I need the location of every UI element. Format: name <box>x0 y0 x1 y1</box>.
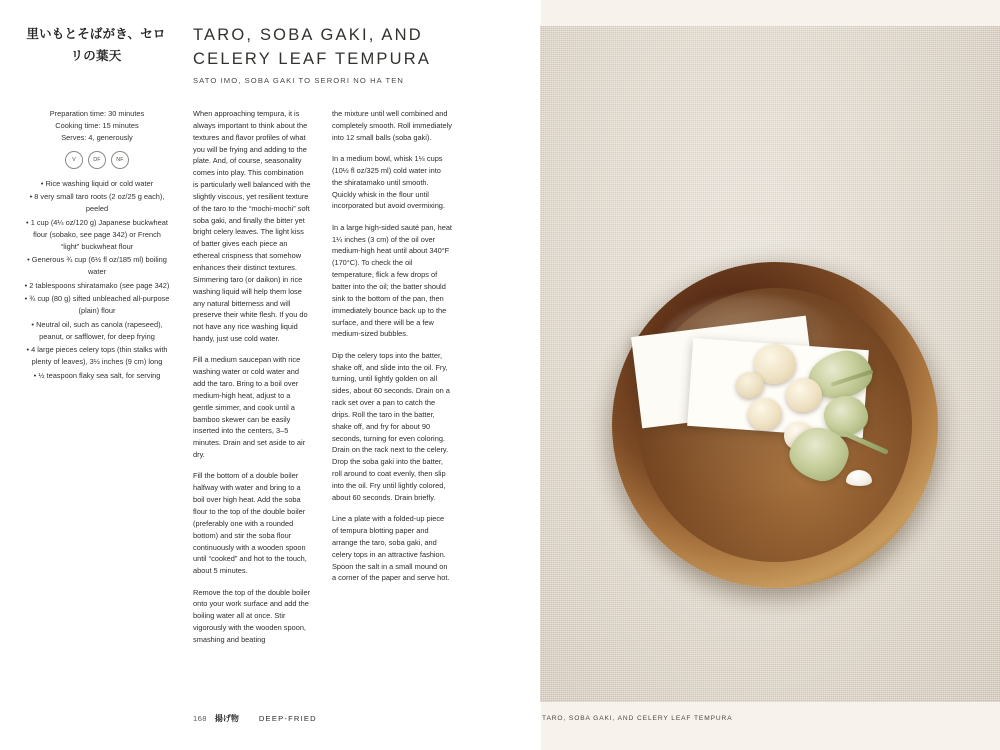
body-column-left <box>193 108 311 655</box>
photo-caption: TARO, SOBA GAKI, AND CELERY LEAF TEMPURA <box>542 715 733 722</box>
recipe-subtitle: SATO IMO, SOBA GAKI TO SERORI NO HA TEN <box>193 76 404 85</box>
paragraph: Fill a medium saucepan with rice washing water or cold water and add the taro. Bring to a boil over medium-high heat, adjust to a gentle simmer, and cook until a bamboo skewer can be easily inserted into the centers, 3–5 minutes. Drain and set aside to air dry. <box>193 355 306 460</box>
paragraph: When approaching tempura, it is always important to think about the textures and flavor profiles of what you will be frying and adding to the plate. And, of course, seasonality comes into play. This combination is particularly well balanced with the slightly viscous, yet resilient texture of the taro to the “mochi-mochi” soft soba gaki, and finally the bitter yet bright celery leaves. The light kiss of batter gives each piece an ethereal crispness that somehow enhances their distinct textures. Simmering taro (or daikon) in rice washing liquid will help them lose any natural bitterness and will preserve their white flesh. If you do not have any rice washing liquid handy, just use cold water. <box>193 109 311 344</box>
recipe-photograph <box>540 26 1000 702</box>
soba-gaki-tempura-piece <box>786 378 822 412</box>
list-item: • ¾ cup (80 g) sifted unbleached all-purpose (plain) flour <box>24 293 170 317</box>
right-photo-page <box>540 0 1000 750</box>
soba-gaki-tempura-piece <box>748 398 782 430</box>
ingredients-list <box>24 178 170 382</box>
badge-dairy-free-icon: DF <box>88 151 106 169</box>
page-footer <box>193 713 317 724</box>
footer-japanese-category: 揚げ物 <box>214 714 239 723</box>
list-item: • Neutral oil, such as canola (rapeseed), peanut, or safflower, for deep frying <box>24 319 170 343</box>
list-item: • ½ teaspoon flaky sea salt, for serving <box>24 370 170 382</box>
list-item: • 8 very small taro roots (2 oz/25 g each), peeled <box>24 191 170 215</box>
list-item: • 2 tablespoons shiratamako (see page 342) <box>24 280 170 292</box>
prep-time: Preparation time: 30 minutes <box>49 109 145 118</box>
badge-vegan-icon: V <box>65 151 83 169</box>
dietary-badges <box>24 151 170 169</box>
cook-time: Cooking time: 15 minutes <box>55 120 139 130</box>
servings: Serves: 4, generously <box>61 132 133 142</box>
paragraph: In a large high-sided sauté pan, heat 1¼ inches (3 cm) of the oil over medium-high heat until about 340°F (170°C). To check the oil temperature, flick a few drops of batter into the oil; the batter should sink to the bottom of the pan, then immediately bounce back up to the surface, and there will be a few medium-sized bubbles. <box>332 222 452 339</box>
badge-nut-free-icon: NF <box>111 151 129 169</box>
list-item: • Rice washing liquid or cold water <box>24 178 170 190</box>
taro-tempura-piece <box>736 372 764 398</box>
japanese-title: 里いもとそばがき、セロリの葉天 <box>26 27 166 63</box>
list-item: • Generous ¾ cup (6½ fl oz/185 ml) boiling water <box>24 254 170 278</box>
paragraph: Remove the top of the double boiler onto your work surface and add the boiling water all at once. Stir vigorously with the wooden spoon, smashing and beating <box>193 587 311 644</box>
page-title: TARO, SOBA GAKI, AND CELERY LEAF TEMPURA <box>193 26 432 68</box>
list-item: • 1 cup (4¼ oz/120 g) Japanese buckwheat flour (sobako, see page 342) or French “light” buckwheat flour <box>24 217 170 253</box>
paragraph: Fill the bottom of a double boiler halfway with water and bring to a boil over high heat. Add the soba flour to the top of the double boiler (preferably one with a rounded bottom) and stir the soba flour continuously with a wooden spoon until “cooked” and hot to the touch, about 5 minutes. <box>193 471 307 576</box>
recipe-meta-column <box>24 108 170 383</box>
salt-mound <box>846 470 872 486</box>
paragraph: Dip the celery tops into the batter, shake off, and slide into the oil. Fry, turning, until lightly golden on all sides, about 60 seconds. Drain on a rack set over a pan to catch the drips. Roll the taro in the batter, shake off, and fry for about 90 seconds, turning for even coloring. Drain on the rack next to the celery. Drop the soba gaki into the batter, roll around to coat evenly, then slip into the oil. Fry until lightly colored, about 60 seconds. Drain briefly. <box>332 350 450 502</box>
paragraph: the mixture until well combined and completely smooth. Roll immediately into 12 small balls (soba gaki). <box>332 109 452 142</box>
page-number: 168 <box>193 714 207 723</box>
footer-category: DEEP-FRIED <box>258 714 317 723</box>
body-column-right <box>332 108 452 594</box>
paragraph: Line a plate with a folded-up piece of tempura blotting paper and arrange the taro, soba gaki, and celery tops in an attractive fashion. Spoon the salt in a small mound on a corner of the paper and serve hot. <box>332 514 450 583</box>
paragraph: In a medium bowl, whisk 1⅓ cups (10½ fl oz/325 ml) cold water into the shiratamako until smooth. Quickly whisk in the flour until incorporated but avoid overmixing. <box>332 154 445 211</box>
list-item: • 4 large pieces celery tops (thin stalks with plenty of leaves), 3½ inches (9 cm) long <box>24 344 170 368</box>
